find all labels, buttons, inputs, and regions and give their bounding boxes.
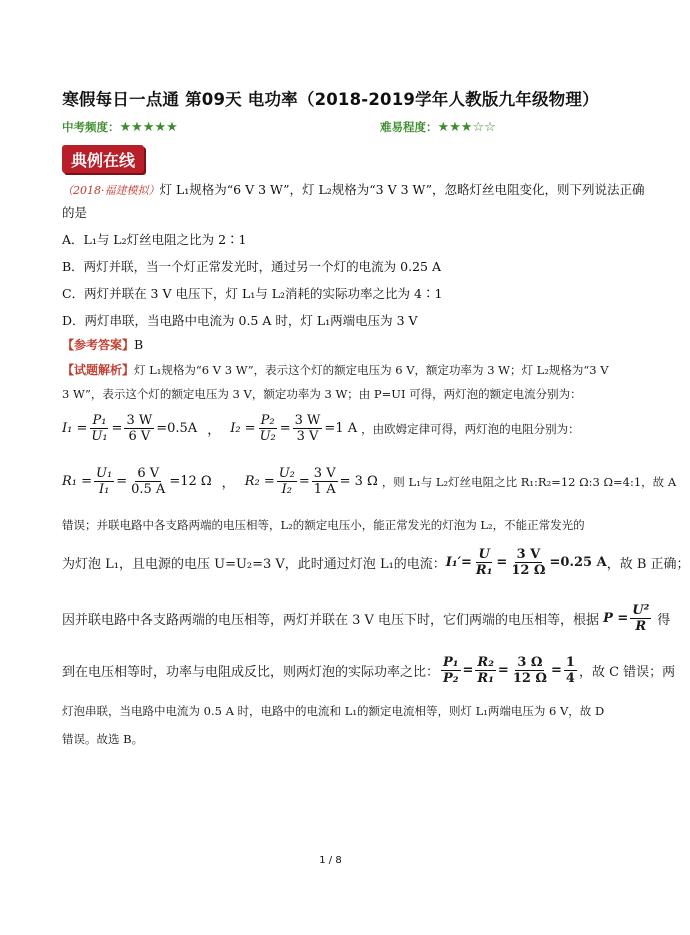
exam-frequency	[62, 119, 178, 135]
eq-power-ratio: $\frac{\text{P₁}}{\text{P₂}}$ = $\frac{\text{R₂}}{\text{R₁}}$ = $\frac{3 \Omega}{12 \Omega}$ = $\frac{1}{4}$	[443, 655, 575, 686]
eq-power-formula	[603, 603, 653, 634]
frac-num: U²	[632, 603, 650, 618]
frac-den: P₂	[443, 671, 459, 686]
frac-num: U₂	[278, 466, 295, 481]
analysis-text-1: 灯 L₁规格为“6 V 3 W”，表示这个灯的额定电压为 6 V，额定功率为 3 W；灯 L₂规格为“3 V	[134, 363, 609, 377]
analysis-eq1-tail: ，由欧姆定律可得，两灯泡的电阻分别为：	[361, 421, 580, 436]
analysis-line-5: 错误；并联电路中各支路两端的电压相等，L₂的额定电压小，能正常发光的灯泡为 L₂，不能正常发光的	[62, 518, 585, 532]
frac-den: R₁	[475, 563, 493, 578]
analysis-line-9: 灯泡串联，当电路中电流为 0.5 A 时，电路中的电流和 L₁的额定电流相等，则灯 L₁两端电压为 6 V，故 D	[62, 704, 605, 718]
eq-result-i1p: =0.25 A	[549, 555, 607, 570]
difficulty	[380, 119, 496, 135]
analysis-label: 【试题解析】	[62, 363, 135, 377]
frac-p2-u2	[258, 413, 278, 444]
frac-p1-u1	[89, 413, 109, 444]
analysis-text-8b: ，故 C 错误；两	[578, 665, 676, 680]
frac-6v-05a	[129, 466, 167, 497]
analysis-line-8	[62, 655, 675, 686]
eq-result-r2: = 3 Ω	[339, 474, 378, 489]
eq-i1-prime: I₁′= $\frac{U}{\text{R₁}}$ = $\frac{3 V}{12 \Omega}$ =0.25 A	[445, 547, 607, 578]
eq-i1p-label: I₁′=	[445, 555, 472, 570]
frac-num: 3 V	[516, 547, 541, 562]
analysis-line-2: 3 W”，表示这个灯的额定电压为 3 V，额定功率为 3 W；由 P=UI 可得，两灯泡的额定电流分别为：	[62, 387, 582, 401]
eq-i1: I₁ =	[62, 421, 88, 436]
frac-num: 3 Ω	[517, 655, 543, 670]
option-b: B．两灯并联，当一个灯正常发光时，通过另一个灯的电流为 0.25 A	[62, 259, 441, 274]
frac-num: P₁	[92, 413, 107, 428]
frac-3v-12ohm	[509, 547, 547, 578]
frac-u2-r	[630, 603, 651, 634]
frac-3ohm-12ohm	[511, 655, 549, 686]
frac-3w-6v	[124, 413, 154, 444]
eq-r2: R₂ =	[244, 474, 275, 489]
analysis-text-6b: ，故 B 正确；	[606, 557, 690, 572]
frac-num: 3 W	[126, 413, 153, 428]
frac-den: U₁	[91, 429, 108, 444]
frac-den: U₂	[259, 429, 276, 444]
frac-u-r1	[474, 547, 495, 578]
frac-num: U₁	[96, 466, 113, 481]
option-c: C．两灯并联在 3 V 电压下，灯 L₁与 L₂消耗的实际功率之比为 4∶1	[62, 286, 443, 301]
frac-num: U	[478, 547, 490, 562]
frac-3w-3v	[293, 413, 323, 444]
frac-3v-1a	[312, 466, 338, 497]
frac-num: 3 W	[294, 413, 321, 428]
option-d: D．两灯串联，当电路中电流为 0.5 A 时，灯 L₁两端电压为 3 V	[62, 313, 418, 328]
frac-den: 6 V	[128, 429, 151, 444]
frac-den: 3 V	[296, 429, 319, 444]
eq-i2: I₂ =	[230, 421, 256, 436]
frac-num: P₁	[443, 655, 459, 670]
frac-den: R	[635, 619, 647, 634]
frac-num: P₂	[260, 413, 275, 428]
analysis-text-7a: 因并联电路中各支路两端的电压相等，两灯并联在 3 V 电压下时，它们两端的电压相等，根据	[62, 613, 600, 628]
eq-result-r1: =12 Ω	[169, 474, 212, 489]
analysis-line-1	[62, 361, 609, 378]
frac-p1-p2	[441, 655, 460, 686]
analysis-line-6	[62, 547, 690, 578]
example-badge: 典例在线	[62, 145, 144, 173]
analysis-line-10: 错误。故选 B。	[62, 732, 144, 746]
analysis-text-7b: 得	[657, 613, 671, 628]
frac-den: 4	[565, 671, 575, 686]
analysis-line-7	[62, 603, 670, 634]
frac-u2-i2	[277, 466, 297, 497]
difficulty-stars-icon: ★★★☆☆	[437, 120, 496, 135]
frac-num: 1	[565, 655, 575, 670]
frac-r2-r1	[475, 655, 496, 686]
frac-num: 3 V	[313, 466, 336, 481]
question-stem-1: 灯 L₁规格为“6 V 3 W”，灯 L₂规格为“3 V 3 W”，忽略灯丝电阻变化，则下列说法正确	[159, 182, 645, 197]
frac-num: 6 V	[137, 466, 160, 481]
frac-den: 1 A	[313, 482, 336, 497]
page-number: 1 / 8	[319, 855, 342, 866]
frac-1-4	[564, 655, 577, 686]
exam-frequency-stars-icon: ★★★★★	[119, 120, 178, 135]
frac-den: 12 Ω	[511, 563, 546, 578]
eq-r1: R₁ =	[62, 474, 93, 489]
eq-result-i1: =0.5A	[156, 421, 198, 436]
question-source: （2018·福建模拟）	[62, 184, 160, 197]
eq-result-i2: =1 A	[324, 421, 358, 436]
eq-p-label: P =	[603, 611, 629, 626]
frac-den: 12 Ω	[512, 671, 548, 686]
frac-num: R₂	[477, 655, 494, 670]
analysis-text-8a: 到在电压相等时，功率与电阻成反比，则两灯泡的实际功率之比：	[62, 665, 440, 680]
page-title: 寒假每日一点通 第09天 电功率（2018-2019学年人教版九年级物理）	[62, 90, 599, 109]
frac-den: I₂	[281, 482, 292, 497]
frac-den: I₁	[98, 482, 110, 497]
frac-u1-i1	[94, 466, 114, 497]
resistance-equations: R₁ = $\frac{\text{U₁}}{\text{I₁}}$ = $\frac{6 V}{0.5 A}$ =12 Ω ， R₂ = $\frac{\text{U₂}}{\text{I₂}}$ = $\frac{3 V}{1 A}$ = 3 Ω ，则 L₁与 L₂灯丝电阻之比 R₁:R₂=12 Ω:3 Ω=4:1，故 A	[62, 466, 677, 497]
analysis-text-6a: 为灯泡 L₁，且电源的电压 U=U₂=3 V，此时通过灯泡 L₁的电流：	[62, 557, 446, 572]
answer-value: B	[134, 337, 144, 352]
analysis-eq2-tail: ，则 L₁与 L₂灯丝电阻之比 R₁:R₂=12 Ω:3 Ω=4:1，故 A	[381, 474, 677, 489]
exam-frequency-label: 中考频度：	[62, 120, 120, 134]
frac-den: 0.5 A	[131, 482, 166, 497]
answer-label: 【参考答案】	[62, 338, 135, 352]
difficulty-label: 难易程度：	[380, 120, 438, 134]
frac-den: R₁	[477, 671, 494, 686]
answer-line	[62, 336, 143, 354]
current-equations: I₁ = $\frac{\text{P₁}}{\text{U₁}}$ = $\frac{3 W}{6 V}$ =0.5A ， I₂ = $\frac{\text{P₂}}{\text{U₂}}$ = $\frac{3 W}{3 V}$ =1 A ，由欧姆定律可得，两灯泡的电阻分别为：	[62, 413, 580, 444]
question-stem-line-1	[62, 181, 645, 200]
option-a: A．L₁与 L₂灯丝电阻之比为 2∶1	[62, 232, 247, 247]
question-stem-2: 的是	[62, 205, 88, 220]
